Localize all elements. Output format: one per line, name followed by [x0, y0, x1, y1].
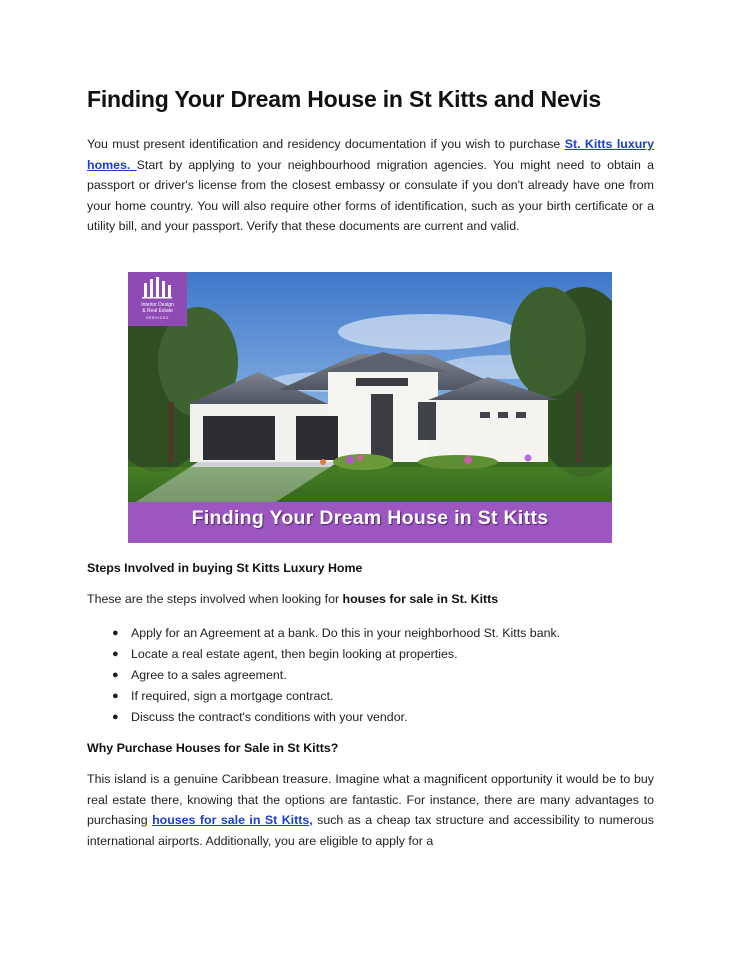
bullet-icon: ● [112, 669, 119, 681]
list-item: ● If required, sign a mortgage contract. [131, 686, 560, 707]
list-item: ● Apply for an Agreement at a bank. Do this in your neighborhood St. Kitts bank. [131, 623, 560, 644]
company-logo [128, 272, 187, 326]
why-purchase-paragraph [87, 769, 654, 851]
bullet-icon: ● [112, 627, 119, 639]
logo-text-line1: Interior Design [141, 302, 174, 308]
steps-intro [87, 592, 498, 606]
why-text-after-link: such as a cheap tax structure and accessibility to numerous international airports. Additionally, you are eligible to apply for a [87, 813, 654, 848]
list-item: ● Locate a real estate agent, then begin looking at properties. [131, 644, 560, 665]
bullet-icon: ● [112, 648, 119, 660]
logo-text-line3: SERVICES [146, 316, 169, 320]
section-heading-steps: Steps Involved in buying St Kitts Luxury Home [87, 561, 363, 575]
bullet-icon: ● [112, 690, 119, 702]
why-text-before-link: This island is a genuine Caribbean treasure. Imagine what a magnificent opportunity it would be to buy real estate there, knowing that the options are fantastic. For instance, there are many advantages to purchasing [87, 772, 654, 827]
houses-for-sale-link[interactable]: houses for sale in St Kitts, [152, 813, 313, 827]
logo-text-line2: & Real Estate [142, 308, 173, 314]
steps-list [112, 623, 561, 728]
steps-intro-text: These are the steps involved when looking for [87, 592, 343, 606]
list-item: ● Discuss the contract's conditions with your vendor. [131, 707, 560, 728]
page-title: Finding Your Dream House in St Kitts and Nevis [87, 86, 601, 112]
intro-text-after-link: Start by applying to your neighbourhood migration agencies. You might need to obtain a passport or driver's license from the closest embassy or consulate if you don't already have one from your home country. You will also require other forms of identification, such as your birth certificate or a utility bill, and your passport. Verify that these documents are current and valid. [87, 157, 654, 233]
logo-mark-icon [142, 277, 172, 299]
list-item: ● Agree to a sales agreement. [131, 665, 560, 686]
hero-banner-text: Finding Your Dream House in St Kitts [191, 507, 549, 529]
st-kitts-luxury-homes-link[interactable]: St. Kitts luxury homes. [87, 137, 655, 172]
section-heading-why-purchase: Why Purchase Houses for Sale in St Kitts? [87, 741, 339, 755]
hero-image [128, 272, 612, 543]
intro-text-before-link: You must present identification and residency documentation if you wish to purchase [87, 137, 565, 151]
steps-intro-bold: houses for sale in St. Kitts [342, 592, 499, 606]
intro-paragraph [87, 134, 654, 237]
bullet-icon: ● [112, 711, 119, 723]
